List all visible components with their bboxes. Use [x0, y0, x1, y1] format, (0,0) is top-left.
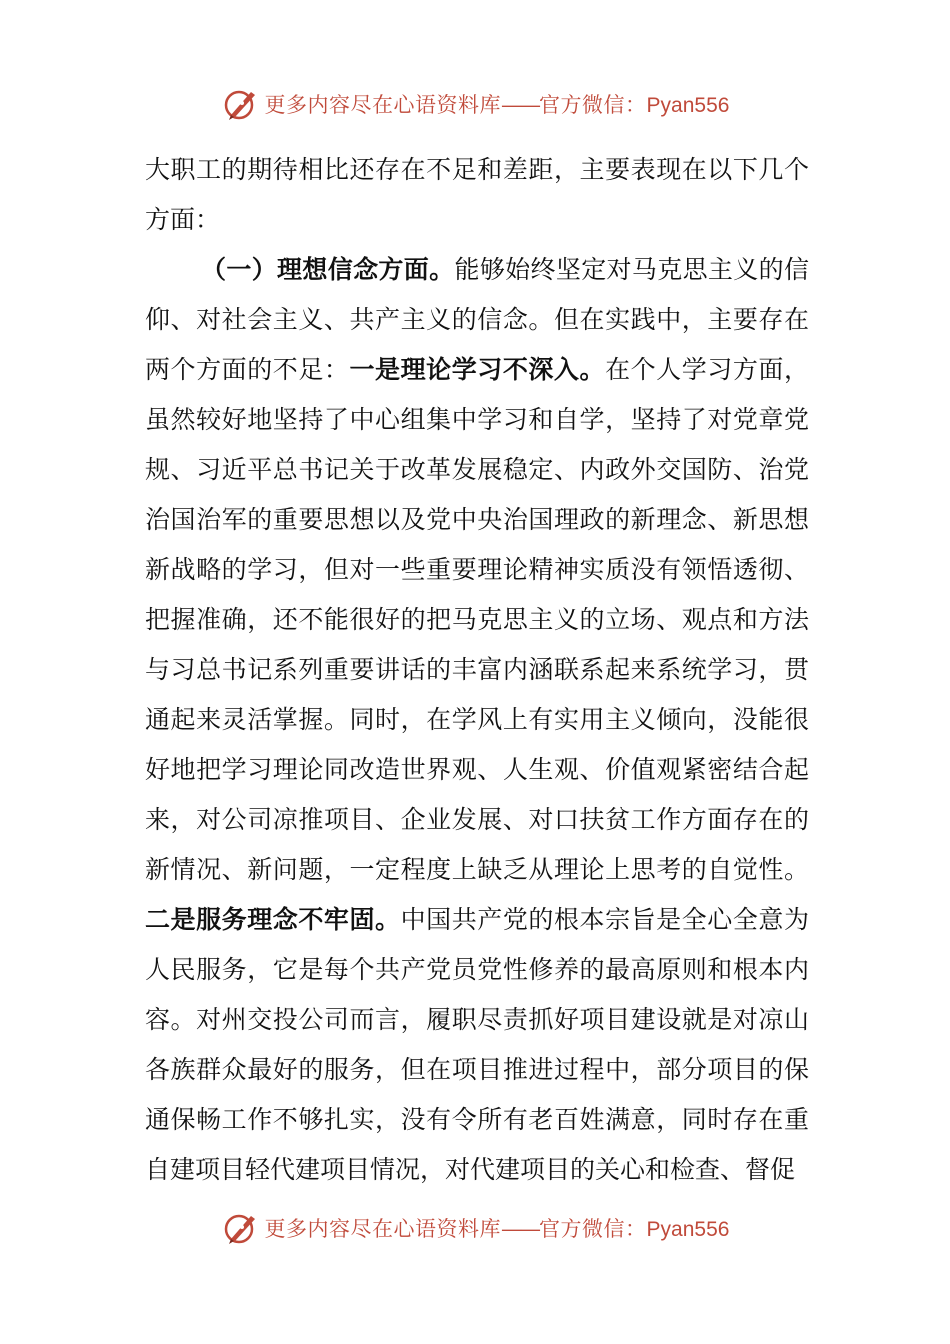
- bold-heading-run: 二是服务理念不牢固。: [145, 905, 401, 934]
- text-line: [145, 645, 809, 695]
- text-run: 治国治军的重要思想以及党中央治国理政的新理念、新思想: [145, 505, 809, 534]
- text-line: [145, 745, 809, 795]
- text-line: [145, 1095, 809, 1145]
- text-line: [145, 295, 809, 345]
- text-run: 自建项目轻代建项目情况，对代建项目的关心和检查、督促: [145, 1155, 796, 1184]
- text-run: 能够始终坚定对马克思主义的信: [454, 255, 809, 284]
- text-run: 各族群众最好的服务，但在项目推进过程中，部分项目的保: [145, 1055, 809, 1084]
- text-line: [145, 945, 809, 995]
- text-line: [145, 795, 809, 845]
- text-line: [145, 1145, 809, 1195]
- text-run: 在个人学习方面，: [605, 355, 809, 384]
- text-run: 来，对公司凉推项目、企业发展、对口扶贫工作方面存在的: [145, 805, 809, 834]
- text-line: [145, 845, 809, 895]
- bold-heading-run: 一是理论学习不深入。: [349, 355, 606, 384]
- footer-watermark-banner: [0, 1208, 950, 1248]
- text-run: 容。对州交投公司而言，履职尽责抓好项目建设就是对凉山: [145, 1005, 809, 1034]
- document-body: [145, 145, 809, 1195]
- text-line: [145, 245, 809, 295]
- text-run: 新情况、新问题，一定程度上缺乏从理论上思考的自觉性。: [145, 855, 809, 884]
- text-line: [145, 395, 809, 445]
- text-run: 新战略的学习，但对一些重要理论精神实质没有领悟透彻、: [145, 555, 809, 584]
- text-run: 通保畅工作不够扎实，没有令所有老百姓满意，同时存在重: [145, 1105, 809, 1134]
- text-line: [145, 195, 809, 245]
- text-run: 与习总书记系列重要讲话的丰富内涵联系起来系统学习，贯: [145, 655, 809, 684]
- text-line: [145, 545, 809, 595]
- text-line: [145, 1045, 809, 1095]
- text-line: [145, 995, 809, 1045]
- text-run: 中国共产党的根本宗旨是全心全意为: [400, 905, 809, 934]
- text-run: 规、习近平总书记关于改革发展稳定、内政外交国防、治党: [145, 455, 809, 484]
- text-line: [145, 145, 809, 195]
- header-watermark-banner: [0, 84, 950, 124]
- text-run: 把握准确，还不能很好的把马克思主义的立场、观点和方法: [145, 605, 809, 634]
- watermark-text: 更多内容尽在心语资料库——官方微信：Pyan556: [264, 93, 730, 117]
- text-run: 虽然较好地坚持了中心组集中学习和自学，坚持了对党章党: [145, 405, 809, 434]
- pen-logo-icon: [221, 1208, 261, 1248]
- text-run: 大职工的期待相比还存在不足和差距，主要表现在以下几个: [145, 155, 809, 184]
- text-line: [145, 595, 809, 645]
- text-run: 方面：: [145, 205, 221, 234]
- text-run: 人民服务，它是每个共产党员党性修养的最高原则和根本内: [145, 955, 809, 984]
- text-run: 仰、对社会主义、共产主义的信念。但在实践中，主要存在: [145, 305, 809, 334]
- watermark-text: 更多内容尽在心语资料库——官方微信：Pyan556: [264, 1217, 730, 1241]
- bold-heading-run: （一）理想信念方面。: [201, 255, 455, 284]
- text-run: 通起来灵活掌握。同时，在学风上有实用主义倾向，没能很: [145, 705, 809, 734]
- text-line: [145, 695, 809, 745]
- text-line: [145, 345, 809, 395]
- text-line: [145, 495, 809, 545]
- text-line: [145, 895, 809, 945]
- text-run: 两个方面的不足：: [145, 355, 350, 384]
- text-run: 好地把学习理论同改造世界观、人生观、价值观紧密结合起: [145, 755, 809, 784]
- text-line: [145, 445, 809, 495]
- pen-logo-icon: [221, 84, 261, 124]
